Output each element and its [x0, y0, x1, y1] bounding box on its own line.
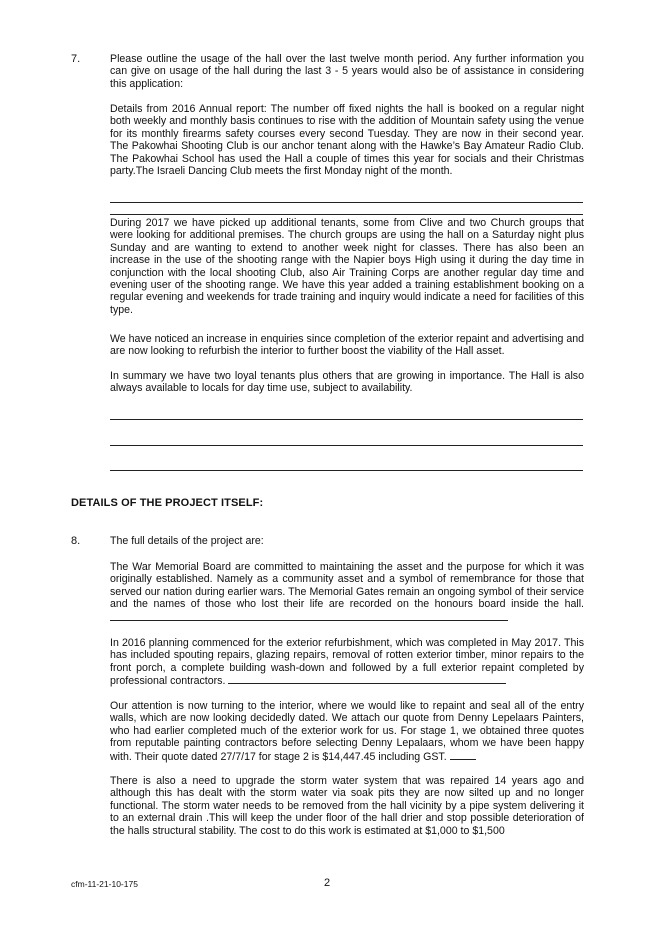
war-memorial-paragraph: The War Memorial Board are committed to maintaining the asset and the purpose for which it was originally established. Namely as a community asset and a symbol of remembrance for those that served our nation during earlier wars. The Memorial Gates remain an ongoing symbol of their service and the names of those who lost their life are recorded on the honours board inside the hall.: [110, 561, 584, 611]
question-7-answer-1: [110, 103, 584, 177]
page-number: 2: [324, 877, 331, 889]
summary-paragraph: In summary we have two loyal tenants plus others that are growing in importance. The Hall is also always available to locals for day time use, subject to availability.: [110, 370, 584, 395]
question-8-answer-1: [110, 561, 584, 624]
answer-line: [110, 214, 583, 215]
question-8-answer-4: [110, 775, 584, 837]
question-7-number: 7.: [71, 53, 81, 65]
answer-line: [110, 202, 583, 203]
storm-water-paragraph: There is also a need to upgrade the storm water system that was repaired 14 years ago and although this has dealt with the storm water via soak pits they are now silted up and no longer functional. The storm water needs to be removed from the hall vicinity by a pipe system delivering it to an external drain .This will keep the under floor of the hall drier and stop possible deterioration of the halls structural stability. The cost to do this work is estimated at $1,000 to $1,500: [110, 775, 584, 837]
question-8-answer-2: [110, 637, 584, 688]
question-7-answer-4: [110, 370, 584, 395]
question-8-number: 8.: [71, 535, 81, 547]
answer-line: [110, 470, 583, 471]
question-7-text: [110, 53, 584, 90]
question-8-prompt: The full details of the project are:: [110, 535, 264, 547]
enquiries-paragraph: We have noticed an increase in enquiries since completion of the exterior repaint and advertising and are now looking to refurbish the interior to further boost the viability of the Hall asset.: [110, 333, 584, 358]
answer-line: [110, 419, 583, 420]
interior-repaint-paragraph: Our attention is now turning to the interior, where we would like to repaint and seal all of the entry walls, which are now looking decidedly dated. We attach our quote from Denny Lepelaars Painters, who had earlier completed much of the exterior work for us. For stage 1, we obtained three quotes from reputable painting contractors before selecting Denny Lepalaars, whom we have been happy with. Their quote dated 27/7/17 for stage 2 is $14,447.45 including GST.: [110, 700, 584, 763]
question-7-prompt: Please outline the usage of the hall over the last twelve month period. Any further information you can give on usage of the hall during the last 3 - 5 years would also be of assistance in considering this application:: [110, 53, 584, 90]
question-7-answer-2: [110, 217, 584, 316]
answer-line: [450, 750, 476, 760]
question-7-answer-3: [110, 333, 584, 358]
answer-line: [110, 445, 583, 446]
exterior-refurbishment-paragraph: In 2016 planning commenced for the exterior refurbishment, which was completed in May 2017. This has included spouting repairs, glazing repairs, removal of rotten exterior timber, minor repairs to the front porch, a complete building wash-down and followed by a full exterior repaint completed by professional contractors.: [110, 637, 584, 688]
section-heading: DETAILS OF THE PROJECT ITSELF:: [71, 497, 264, 509]
annual-report-paragraph: Details from 2016 Annual report: The number off fixed nights the hall is booked on a regular night both weekly and monthly basis continues to rise with the addition of Mountain safety using the venue for its monthly firearms safety courses every second Tuesday. They are now in their second year. The Pakowhai Shooting Club is our anchor tenant along with the Hawke’s Bay Amateur Radio Club. The Pakowhai School has used the Hall a couple of times this year for socials and their Christmas party.The Israeli Dancing Club meets the first Monday night of the month.: [110, 103, 584, 178]
question-8-answer-3: [110, 700, 584, 763]
tenants-2017-paragraph: During 2017 we have picked up additional tenants, some from Clive and two Church groups that were looking for additional premises. The church groups are using the hall on a Saturday night plus Sunday and are wanting to extend to another week night for classes. There has also been an increase in the use of the shooting range with the Napier boys High using it during the day time in conjunction with the local shooting Club, also Air Training Corps are another regular day time and evening user of the shooting range. We have this year added a training establishment booking on a regular evening and weekends for trade training and inquiry would indicate a need for facilities of this type.: [110, 217, 584, 316]
question-8-text: [110, 535, 584, 547]
answer-line: [228, 674, 506, 684]
answer-line: [110, 611, 508, 621]
form-code: cfm-11-21-10-175: [71, 879, 138, 889]
